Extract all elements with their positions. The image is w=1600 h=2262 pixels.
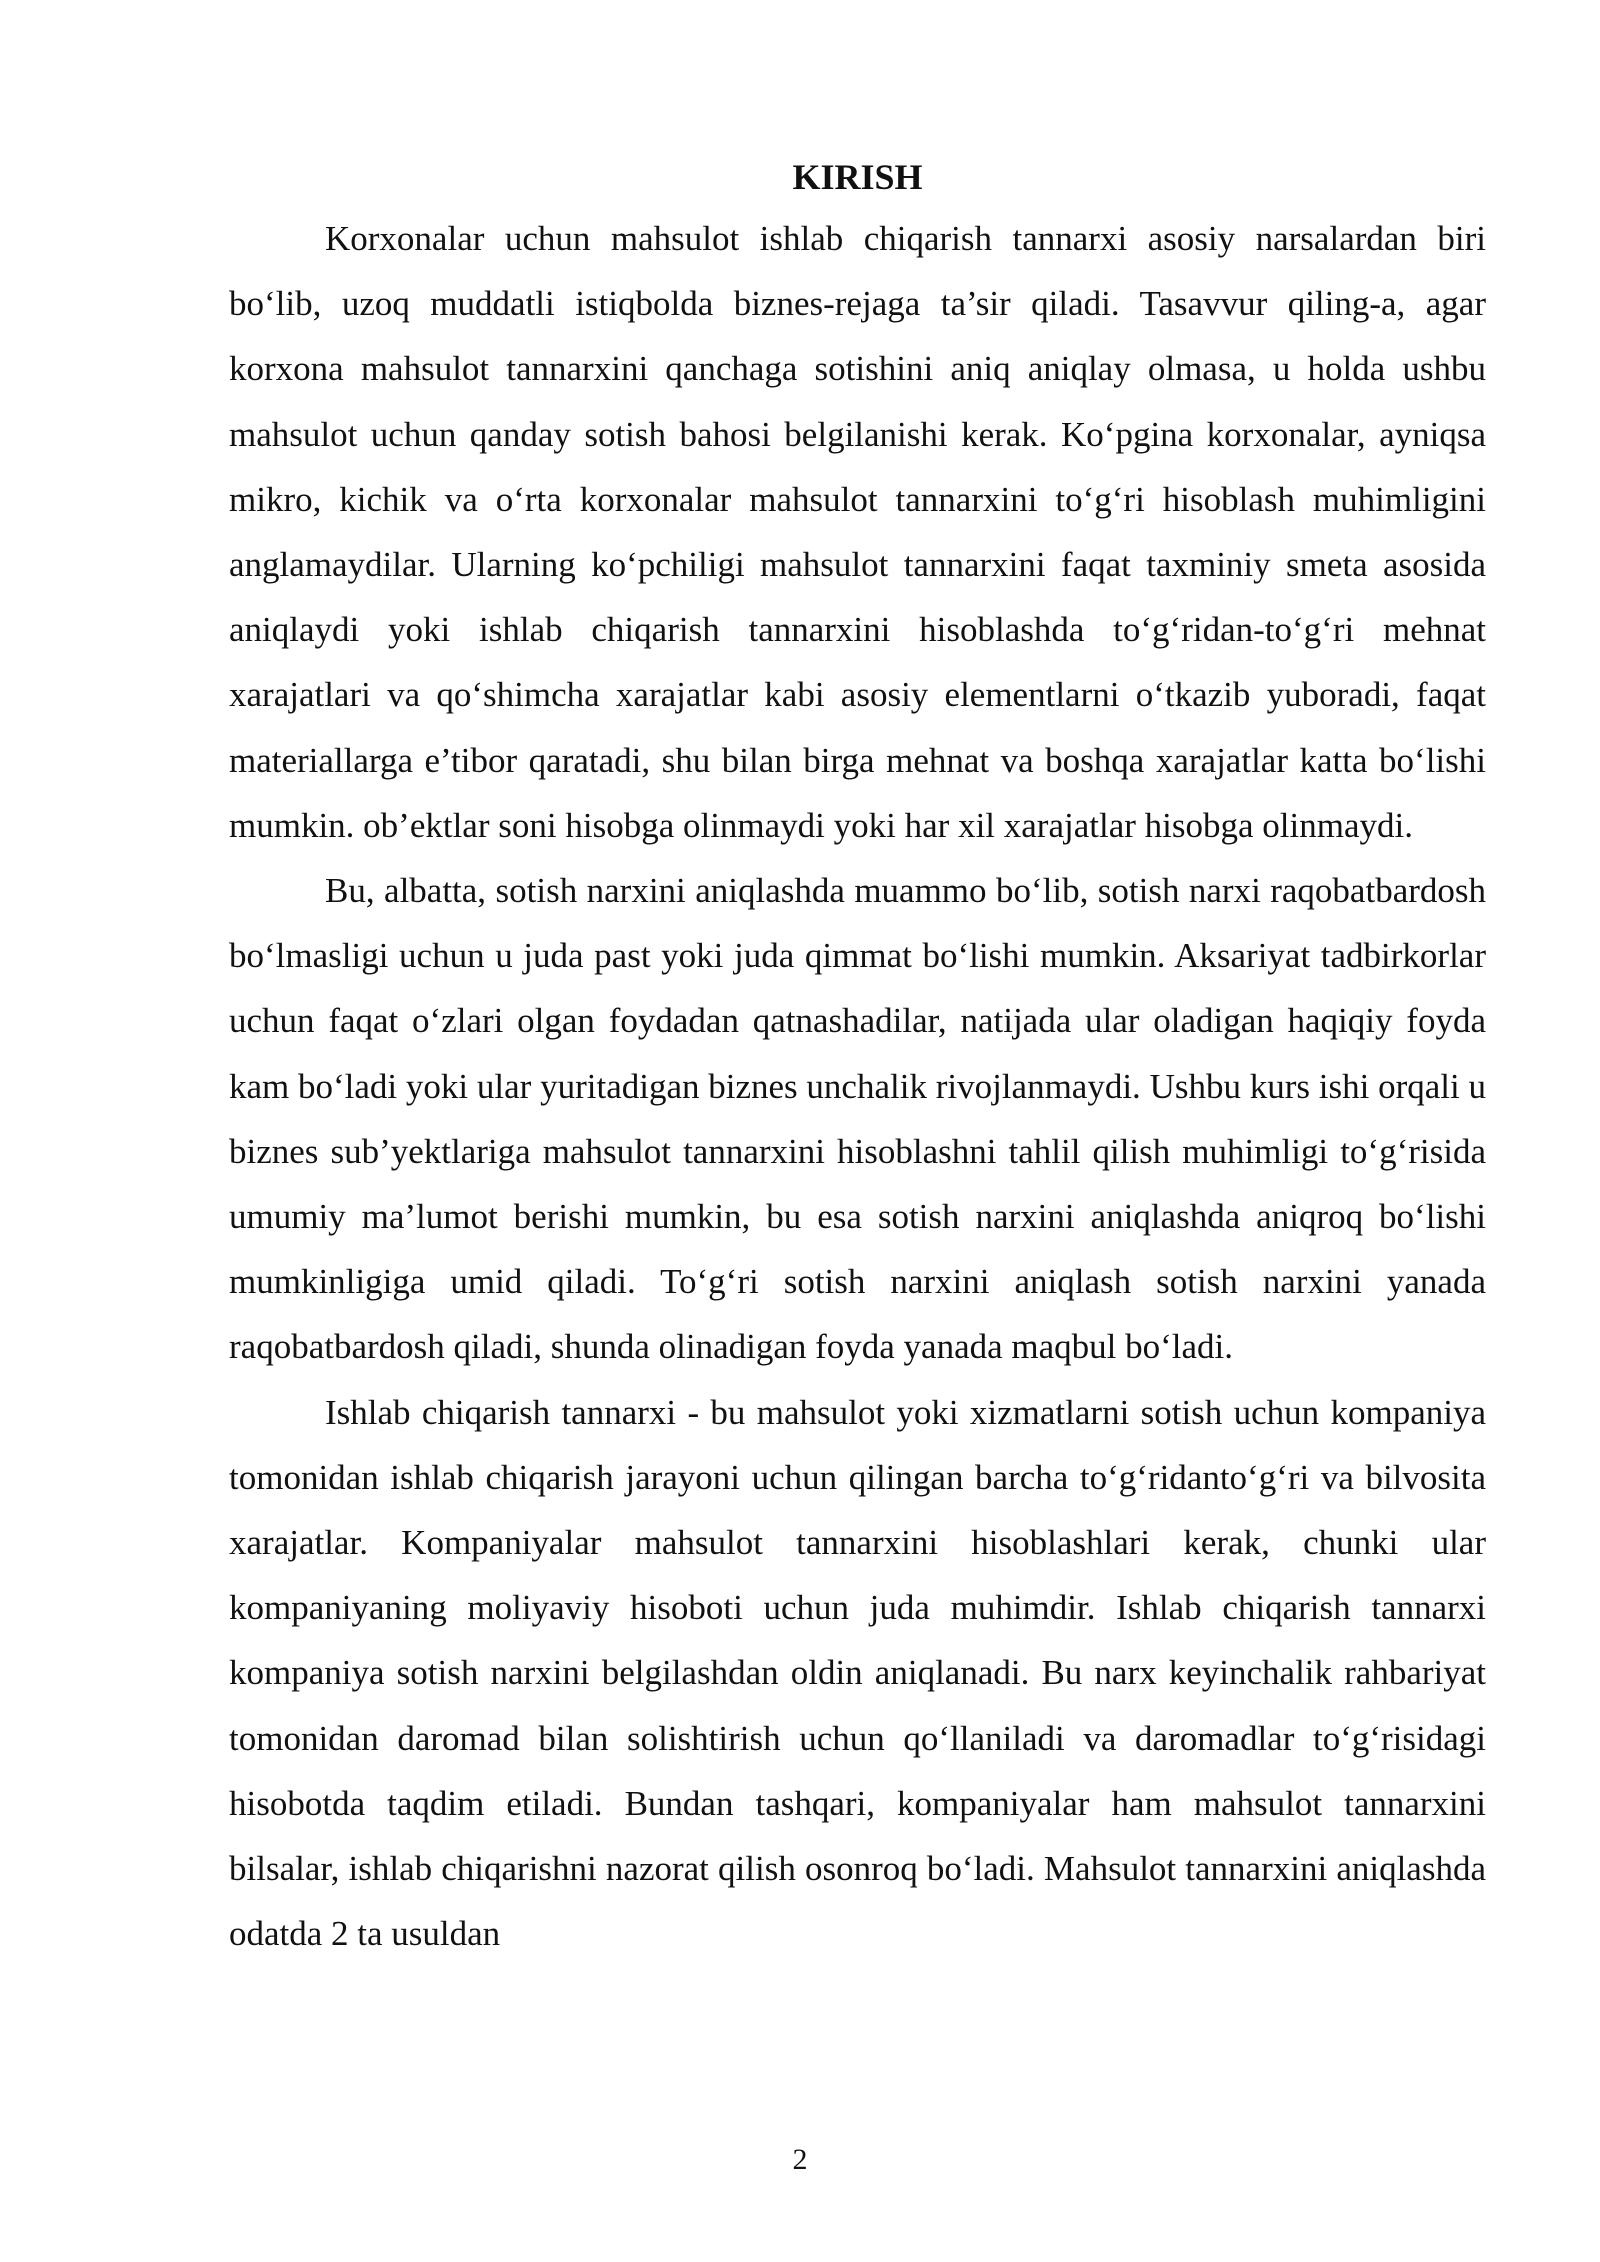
section-title: KIRISH [792,157,923,197]
paragraph-3: Ishlab chiqarish tannarxi - bu mahsulot yoki xizmatlarni sotish uchun kompaniya tomonidan ishlab chiqarish jarayoni uchun qilingan barcha to‘g‘ridanto‘g‘ri va bilvosita xarajatlar. Kompaniyalar mahsulot tannarxini hisoblashlari kerak, chunki ular kompaniyaning moliyaviy hisoboti uchun juda muhimdir. Ishlab chiqarish tannarxi kompaniya sotish narxini belgilashdan oldin aniqlanadi. Bu narx keyinchalik rahbariyat tomonidan daromad bilan solishtirish uchun qo‘llaniladi va daromadlar to‘g‘risidagi hisobotda taqdim etiladi. Bundan tashqari, kompaniyalar ham mahsulot tannarxini bilsalar, ishlab chiqarishni nazorat qilish osonroq bo‘ladi. Mahsulot tannarxini aniqlashda odatda 2 ta usuldan [229,1392,1486,1954]
page-number: 2 [792,2143,808,2176]
paragraph-1: Korxonalar uchun mahsulot ishlab chiqarish tannarxi asosiy narsalardan biri bo‘lib, uzoq muddatli istiqbolda biznes-rejaga ta’sir qiladi. Tasavvur qiling-a, agar korxona mahsulot tannarxini qanchaga sotishini aniq aniqlay olmasa, u holda ushbu mahsulot uchun qanday sotish bahosi belgilanishi kerak. Ko‘pgina korxonalar, ayniqsa mikro, kichik va o‘rta korxonalar mahsulot tannarxini to‘g‘ri hisoblash muhimligini anglamaydilar. Ularning ko‘pchiligi mahsulot tannarxini faqat taxminiy smeta asosida aniqlaydi yoki ishlab chiqarish tannarxini hisoblashda to‘g‘ridan-to‘g‘ri mehnat xarajatlari va qo‘shimcha xarajatlar kabi asosiy elementlarni o‘tkazib yuboradi, faqat materiallarga e’tibor qaratadi, shu bilan birga mehnat va boshqa xarajatlar katta bo‘lishi mumkin. ob’ektlar soni hisobga olinmaydi yoki har xil xarajatlar hisobga olinmaydi. [229,219,1486,845]
page-content [229,150,1486,1966]
paragraph-2: Bu, albatta, sotish narxini aniqlashda muammo bo‘lib, sotish narxi raqobatbardosh bo‘lmasligi uchun u juda past yoki juda qimmat bo‘lishi mumkin. Aksariyat tadbirkorlar uchun faqat o‘zlari olgan foydadan qatnashadilar, natijada ular oladigan haqiqiy foyda kam bo‘ladi yoki ular yuritadigan biznes unchalik rivojlanmaydi. Ushbu kurs ishi orqali u biznes sub’yektlariga mahsulot tannarxini hisoblashni tahlil qilish muhimligi to‘g‘risida umumiy ma’lumot berishi mumkin, bu esa sotish narxini aniqlashda aniqroq bo‘lishi mumkinligiga umid qiladi. To‘g‘ri sotish narxini aniqlash sotish narxini yanada raqobatbardosh qiladi, shunda olinadigan foyda yanada maqbul bo‘ladi. [229,871,1486,1367]
